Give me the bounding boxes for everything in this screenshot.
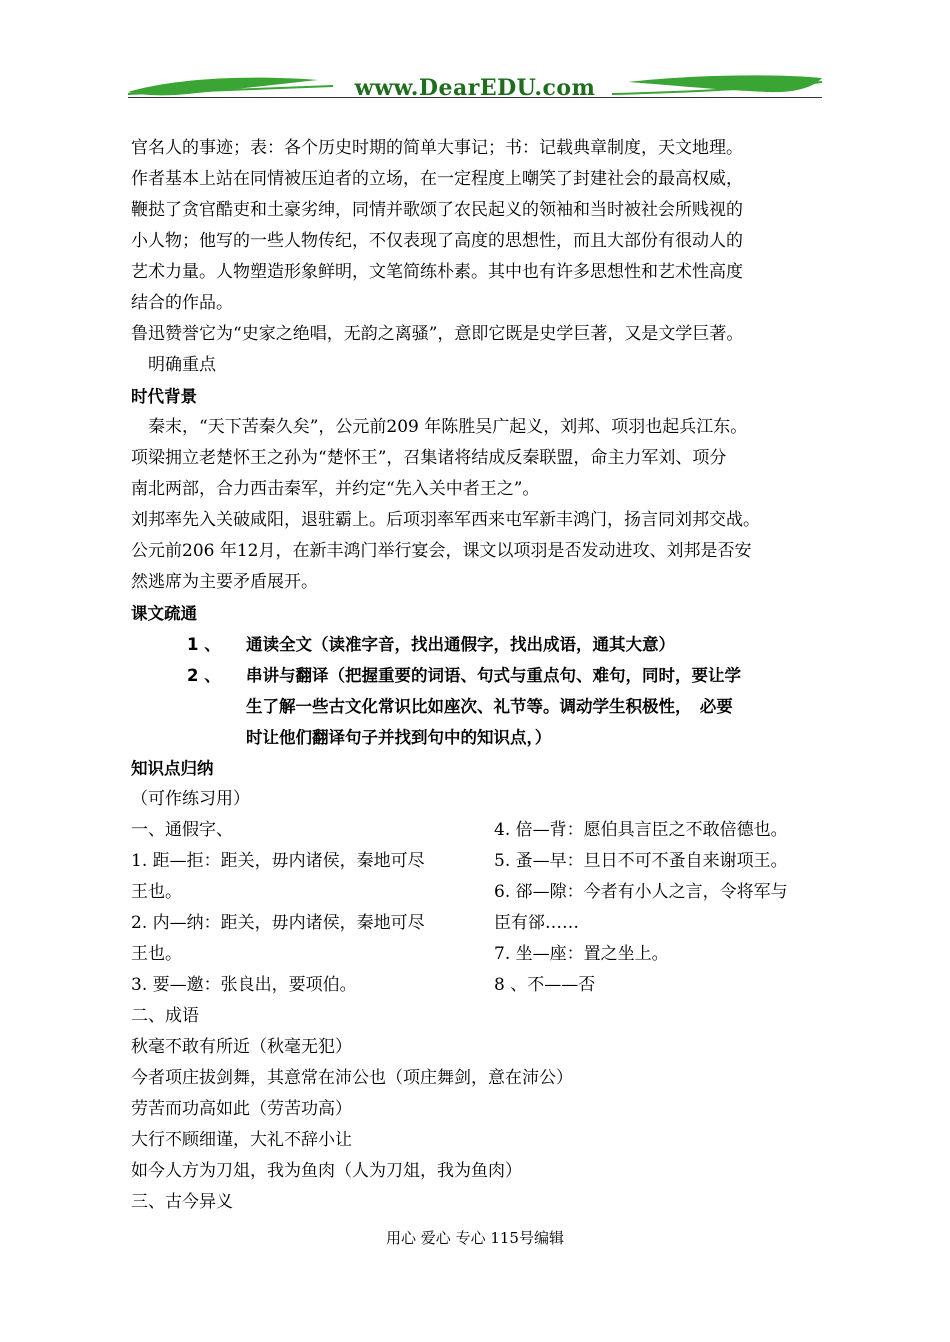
page-content [131,133,831,1218]
left-column-line: 王也。 [131,882,182,902]
left-column-line: 一、通假字、 [131,820,233,840]
body-line: 鞭挞了贪官酷吏和土豪劣绅，同情并歌颂了农民起义的领袖和当时被社会所贱视的 [131,200,743,220]
right-column [494,815,834,1001]
body-line: 官名人的事迹；表：各个历史时期的简单大事记；书：记载典章制度，天文地理。 [131,138,743,158]
idiom-line: 劳苦而功高如此（劳苦功高） [131,1099,352,1119]
background-line: 公元前206 年12月，在新丰鸿门举行宴会，课文以项羽是否发动进攻、刘邦是否安 [131,541,752,561]
idiom-line: 大行不顾细谨，大礼不辞小让 [131,1130,352,1150]
section-heading-text-study: 课文疏通 [131,604,197,623]
body-line: 小人物；他写的一些人物传纪，不仅表现了高度的思想性，而且大部份有很动人的 [131,231,743,251]
right-column-line: 7. 坐—座：置之坐上。 [494,944,669,964]
tongjiazi-columns [131,815,831,1001]
idiom-line: 今者项庄拔剑舞，其意常在沛公也（项庄舞剑，意在沛公） [131,1068,573,1088]
site-header [128,70,822,106]
gujin-heading: 三、古今异义 [131,1192,233,1212]
left-column-line: 3. 要—邀：张良出，要项伯。 [131,975,357,995]
item-number: 2 、 [187,666,221,685]
section-heading-knowledge: 知识点归纳 [131,759,214,778]
right-column-line: 4. 倍—背：愿伯具言臣之不敢倍德也。 [494,820,788,840]
item-text: 串讲与翻译（把握重要的词语、句式与重点句、难句，同时，要让学 [246,666,741,685]
idiom-line: 秋毫不敢有所近（秋毫无犯） [131,1037,352,1057]
numbered-item-2-cont [131,722,831,753]
right-column-line: 5. 蚤—早：旦日不可不蚤自来谢项王。 [494,851,788,871]
numbered-item-1 [131,629,831,660]
item-number: 1 、 [187,635,221,654]
left-column-line: 王也。 [131,944,182,964]
idiom-line: 如今人方为刀俎，我为鱼肉（人为刀俎，我为鱼肉） [131,1161,522,1181]
body-line: 结合的作品。 [131,293,233,313]
left-column-line: 1. 距—拒：距关，毋内诸侯，秦地可尽 [131,851,425,871]
right-column-line: 臣有郤…… [494,913,579,933]
body-line: 作者基本上站在同情被压迫者的立场，在一定程度上嘲笑了封建社会的最高权威， [131,169,743,189]
section-heading-background: 时代背景 [131,387,197,406]
site-logo-text: www.DearEDU.com [354,75,596,101]
background-line: 然逃席为主要矛盾展开。 [131,572,318,592]
exercise-note: （可作练习用） [131,789,250,809]
idioms-heading: 二、成语 [131,1006,199,1026]
body-line: 艺术力量。人物塑造形象鲜明，文笔简练朴素。其中也有许多思想性和艺术性高度 [131,262,743,282]
background-line: 南北两部，合力西击秦军，并约定“先入关中者王之”。 [131,479,540,499]
page-footer: 用心 爱心 专心 115号编辑 [386,1229,564,1247]
body-line: 鲁迅赞誉它为“史家之绝唱，无韵之离骚”，意即它既是史学巨著，又是文学巨著。 [131,324,744,344]
item-text: 通读全文（读准字音，找出通假字，找出成语，通其大意） [246,635,675,654]
header-rule [128,97,822,98]
background-line: 刘邦率先入关破咸阳，退驻霸上。后项羽率军西来屯军新丰鸿门，扬言同刘邦交战。 [131,510,760,530]
left-column-line: 2. 内—纳：距关，毋内诸侯，秦地可尽 [131,913,425,933]
right-column-line: 6. 郤—隙：今者有小人之言，令将军与 [494,882,788,902]
numbered-item-2 [131,660,831,691]
right-column-line: 8 、不——否 [494,975,596,995]
left-column [131,815,471,1001]
background-line: 项梁拥立老楚怀王之孙为“楚怀王”，召集诸将结成反秦联盟，命主力军刘、项分 [131,448,727,468]
item-text: 时让他们翻译句子并找到句中的知识点，） [246,728,552,747]
numbered-item-2-cont [131,691,831,722]
item-text: 生了解一些古文化常识比如座次、礼节等。调动学生积极性， 必要 [246,697,733,716]
body-line: 明确重点 [131,355,216,375]
background-line: 秦末，“天下苦秦久矣”，公元前209 年陈胜吴广起义，刘邦、项羽也起兵江东。 [131,417,748,437]
